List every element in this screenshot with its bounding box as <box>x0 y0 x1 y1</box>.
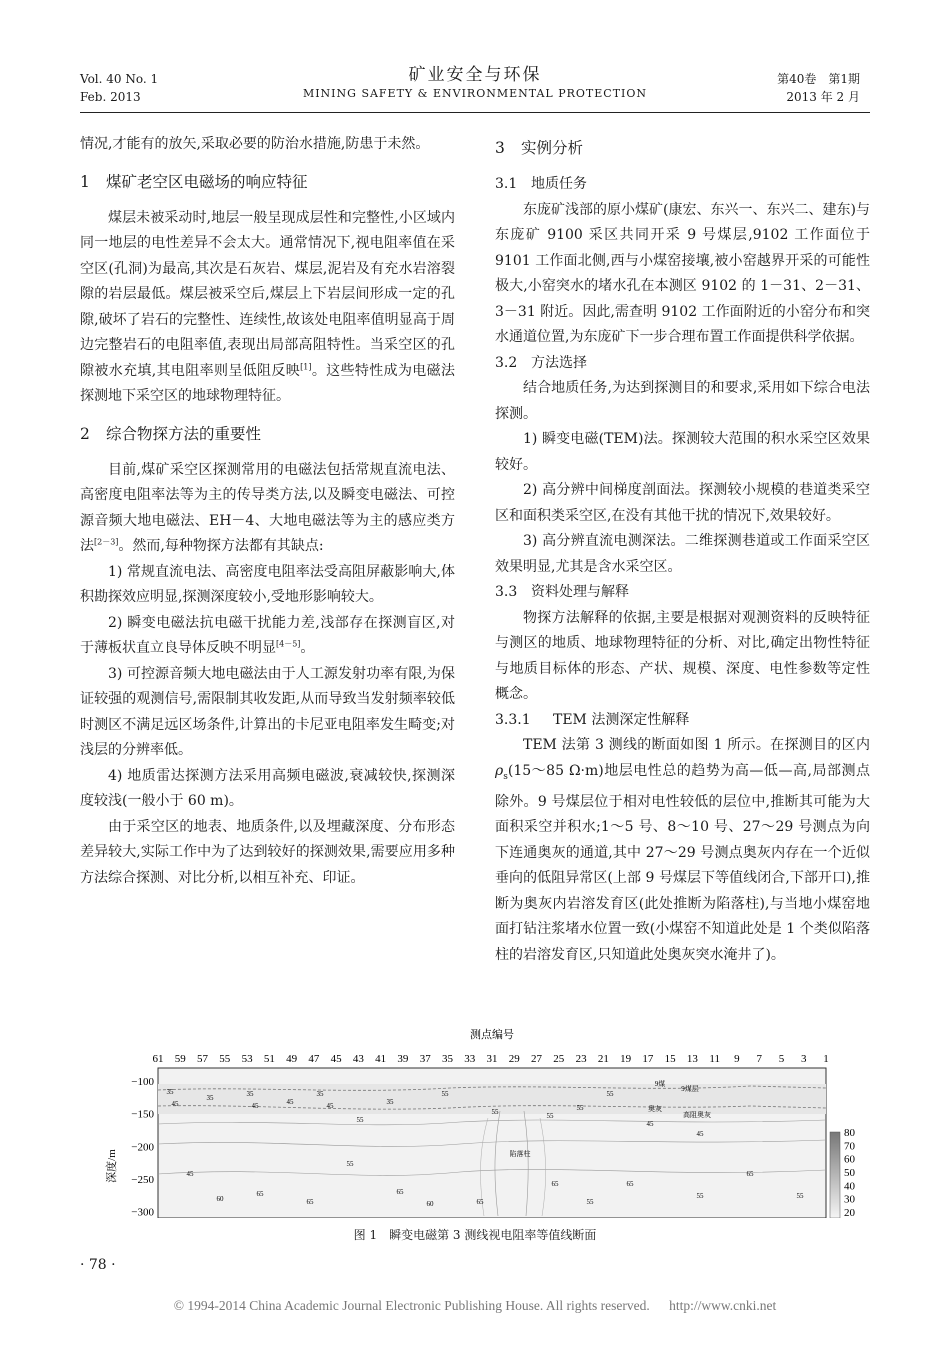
y-tick-label: −200 <box>131 1141 154 1154</box>
x-tick-label: 19 <box>620 1053 632 1065</box>
list-item <box>80 611 455 662</box>
x-tick-group <box>153 1053 829 1065</box>
journal-title-cn: 矿业安全与环保 <box>408 65 542 85</box>
x-tick-label: 1 <box>823 1053 829 1065</box>
x-tick-label: 27 <box>531 1053 543 1065</box>
section-3-heading <box>495 134 870 162</box>
x-tick-label: 37 <box>419 1053 431 1065</box>
x-tick-label: 21 <box>597 1053 609 1065</box>
list-item: 1) 常规直流电法、高密度电阻率法受高阻屏蔽影响大,体积勘探效应明显,探测深度较小,受地形影响较大。 <box>80 563 455 605</box>
x-tick-label: 61 <box>152 1053 164 1065</box>
figure-annotation: 奥灰 <box>648 1105 662 1113</box>
contour-label: 55 <box>586 1198 594 1206</box>
rho-subscript: s <box>503 771 508 782</box>
contour-label: 55 <box>346 1160 354 1168</box>
x-tick-label: 5 <box>778 1053 785 1065</box>
x-tick-label: 45 <box>330 1053 342 1065</box>
contour-label: 45 <box>646 1120 654 1128</box>
contour-label: 65 <box>551 1180 559 1188</box>
text: 。这些特性成为电磁法探测地下采空区的地球物理特征。 <box>80 362 456 404</box>
x-tick-label: 11 <box>709 1053 720 1065</box>
text: (15～85 Ω·m)地层电性总的趋势为高—低—高,局部测点除外。9 号煤层位于相对电性较低的层位中,推断其可能为大面积采空并积水;1～5 号、8～10 号、27～29 号测点为向下连通奥灰的通道,其中 27～29 号测点奥灰内存在一个近似垂向的低阻异常区(上部 9 号煤层下等值线闭合,下部开口),推断为奥灰内岩溶发育区(此处推断为陷落柱),与当地小煤窑地面打钻注浆堵水位置一致(小煤窑不知道此处是 1 个类似陷落柱的岩溶发育区,只知道此处奥灰突水淹井了)。 <box>495 762 870 963</box>
y-tick-label: −100 <box>131 1076 154 1089</box>
figure-annotation: 9煤 <box>654 1080 666 1088</box>
paragraph: 结合地质任务,为达到探测目的和要求,采用如下综合电法探测。 <box>495 380 870 422</box>
figure-annotation: 高阻奥灰 <box>683 1111 711 1119</box>
section-1-heading <box>80 168 455 196</box>
x-tick-label: 25 <box>553 1053 565 1065</box>
text: 目前,煤矿采空区探测常用的电磁法包括常规直流电法、高密度电阻率法等为主的传导类方法,以及瞬变电磁法、可控源音频大地电磁法、EH－4、大地电磁法等为主的感应类方法 <box>80 461 455 554</box>
y-tick-label: −250 <box>131 1173 154 1186</box>
footer <box>0 1298 950 1314</box>
contour-label: 65 <box>256 1190 264 1198</box>
footer-url[interactable]: http://www.cnki.net <box>669 1298 777 1313</box>
right-column <box>495 132 870 968</box>
header-rule <box>80 112 870 113</box>
contour-label: 65 <box>746 1170 754 1178</box>
citation[interactable]: [2－3] <box>94 537 119 547</box>
figure-annotation: 陷落柱 <box>509 1150 531 1158</box>
citation[interactable]: [4－5] <box>276 639 301 649</box>
x-tick-label: 57 <box>197 1053 209 1065</box>
chart-title: 测点编号 <box>470 1029 514 1041</box>
paragraph: 由于采空区的地表、地质条件,以及埋藏深度、分布形态差异较大,实际工作中为了达到较好的探测效果,需要应用多种方法综合探测、对比分析,以相互补充、印证。 <box>80 818 455 886</box>
text: 2) 瞬变电磁法抗电磁干扰能力差,浅部存在探测盲区,对于薄板状直立良导体反映不明显 <box>80 614 455 656</box>
section-2-heading <box>80 420 455 448</box>
copyright-notice: © 1994-2014 China Academic Journal Electronic Publishing House. All rights reserved. <box>173 1298 650 1313</box>
contour-label: 55 <box>576 1104 584 1112</box>
paragraph <box>80 206 455 410</box>
contour-label: 55 <box>796 1192 804 1200</box>
contour-label: 35 <box>206 1094 214 1102</box>
subsection-3-3-1-heading <box>495 708 870 734</box>
y-axis-label: 深度/m <box>106 1149 118 1183</box>
list-item: 2) 高分辨中间梯度剖面法。探测较小规模的巷道类采空区和面积类采空区,在没有其他干扰的情况下,效果较好。 <box>495 482 870 524</box>
page-number: · 78 · <box>80 1257 116 1273</box>
list-item: 4) 地质雷达探测方法采用高频电磁波,衰减较快,探测深度较浅(一般小于 60 m)。 <box>80 767 455 809</box>
section-title: 综合物探方法的重要性 <box>106 424 262 443</box>
section-number: 3 <box>495 139 505 157</box>
x-tick-label: 9 <box>734 1053 740 1065</box>
volume-cn: 第40卷 第1期 <box>777 72 860 86</box>
colorbar-tick-label: 80 <box>844 1127 855 1139</box>
contour-label: 65 <box>626 1180 634 1188</box>
contour-label: 45 <box>286 1098 294 1106</box>
subsection-3-1-heading <box>495 172 870 198</box>
section-number: 1 <box>80 172 90 191</box>
contour-label: 60 <box>216 1195 224 1203</box>
x-tick-label: 35 <box>441 1053 453 1065</box>
contour-label: 65 <box>306 1198 314 1206</box>
x-tick-label: 23 <box>575 1053 587 1065</box>
x-tick-label: 53 <box>241 1053 253 1065</box>
x-tick-label: 13 <box>686 1053 698 1065</box>
contour-label: 45 <box>696 1130 704 1138</box>
contour-label: 65 <box>476 1198 484 1206</box>
contour-label: 55 <box>606 1090 614 1098</box>
section-number: 2 <box>80 424 90 443</box>
rho-symbol: ρ <box>495 762 504 779</box>
subsection-3-3-heading <box>495 580 870 606</box>
contour-label: 35 <box>246 1090 254 1098</box>
contour-label: 35 <box>386 1098 394 1106</box>
x-tick-label: 7 <box>756 1053 762 1065</box>
section-title: 方法选择 <box>531 354 587 371</box>
contour-label: 35 <box>166 1088 174 1096</box>
x-tick-label: 41 <box>375 1053 387 1065</box>
colorbar-tick-label: 60 <box>844 1153 855 1166</box>
x-tick-label: 43 <box>352 1053 364 1065</box>
figure-annotation: 9煤层 <box>681 1085 699 1093</box>
contour-label: 55 <box>356 1116 364 1124</box>
x-tick-label: 17 <box>642 1053 654 1065</box>
paragraph: 情况,才能有的放矢,采取必要的防治水措施,防患于未然。 <box>80 136 430 152</box>
x-tick-label: 49 <box>286 1053 298 1065</box>
colorbar-tick-label: 40 <box>844 1180 855 1193</box>
paragraph <box>80 458 455 560</box>
left-column <box>80 132 455 891</box>
section-number: 3.1 <box>495 176 518 192</box>
list-item: 1) 瞬变电磁(TEM)法。探测较大范围的积水采空区效果较好。 <box>495 431 870 473</box>
x-tick-label: 39 <box>397 1053 409 1065</box>
x-tick-label: 15 <box>664 1053 676 1065</box>
x-tick-label: 55 <box>219 1053 231 1065</box>
paragraph <box>495 733 870 968</box>
section-number: 3.3 <box>495 584 518 600</box>
contour-label: 55 <box>491 1108 499 1116</box>
x-tick-label: 31 <box>486 1053 498 1065</box>
paragraph: 物探方法解释的依据,主要是根据对观测资料的反映特征与测区的地质、地球物理特征的分析、对比,确定出物性特征与地质目标体的形态、产状、规模、深度、电性参数等定性概念。 <box>495 609 870 702</box>
colorbar-tick-group <box>844 1127 856 1218</box>
y-tick-group <box>131 1076 154 1218</box>
section-title: TEM 法测深定性解释 <box>553 711 690 728</box>
figure-1-chart <box>100 1026 860 1218</box>
chart-frame-group <box>104 1068 840 1218</box>
paragraph: 东庞矿浅部的原小煤矿(康宏、东兴一、东兴二、建东)与东庞矿 9100 采区共同开采 9 号煤层,9102 工作面位于 9101 工作面北侧,西与小煤窑接壤,被小窑越界开采的可能性极大,小窑突水的堵水孔在本测区 9102 的 1－31、2－31、3－31 附近。因此,需查明 9102 工作面附近的小窑分布和突水通道位置,为东庞矿下一步合理布置工作面提供科学依据。 <box>495 201 870 345</box>
contour-label: 65 <box>396 1188 404 1196</box>
volume-en: Vol. 40 No. 1 <box>80 72 159 86</box>
text: TEM 法第 3 测线的断面如图 1 所示。在探测目的区内 <box>523 737 870 753</box>
contour-label: 45 <box>186 1170 194 1178</box>
date-cn: 2013 年 2 月 <box>786 90 860 104</box>
list-item: 3) 可控源音频大地电磁法由于人工源发射功率有限,为保证较强的观测信号,需限制其收发距,从而导致当发射频率较低时测区不满足远区场条件,计算出的卡尼亚电阻率发生畸变;对浅层的分辨率低。 <box>80 665 455 758</box>
text: 。 <box>300 640 315 656</box>
subsection-3-2-heading <box>495 351 870 377</box>
text: 煤层未被采动时,地层一般呈现成层性和完整性,小区域内同一地层的电性差异不会太大。通常情况下,视电阻率值在采空区(孔洞)为最高,其次是石灰岩、煤层,泥岩及有充水岩溶裂隙的岩层最低。煤层被采空后,煤层上下岩层间形成一定的孔隙,破坏了岩石的完整性、连续性,故该处电阻率值明显高于周边完整岩石的电阻率值,表现出局部高阻特性。当采空区的孔隙被水充填,其电阻率则呈低阻反映 <box>80 209 455 379</box>
x-tick-label: 51 <box>263 1053 275 1065</box>
contour-label: 35 <box>316 1090 324 1098</box>
x-tick-label: 47 <box>308 1053 320 1065</box>
section-title: 煤矿老空区电磁场的响应特征 <box>106 172 308 191</box>
header-right <box>777 70 860 106</box>
colorbar-tick-label: 20 <box>844 1207 855 1218</box>
section-title: 地质任务 <box>531 176 587 192</box>
colorbar-tick-label: 50 <box>844 1167 855 1179</box>
contour-label: 45 <box>171 1100 179 1108</box>
x-tick-label: 29 <box>508 1053 520 1065</box>
contour-label: 55 <box>546 1112 554 1120</box>
contour-label: 45 <box>326 1102 334 1110</box>
journal-title-en: MINING SAFETY & ENVIRONMENTAL PROTECTION <box>302 87 648 100</box>
section-title: 实例分析 <box>521 139 584 157</box>
text: 。然而,每种物探方法都有其缺点: <box>118 538 324 554</box>
colorbar-tick-label: 30 <box>844 1193 855 1206</box>
x-tick-label: 59 <box>174 1053 186 1065</box>
contour-label: 55 <box>441 1090 449 1098</box>
contour-label: 60 <box>426 1200 434 1208</box>
y-tick-label: −150 <box>131 1108 154 1121</box>
list-item: 3) 高分辨直流电测深法。二维探测巷道或工作面采空区效果明显,尤其是含水采空区。 <box>495 533 870 575</box>
x-tick-label: 3 <box>800 1053 807 1065</box>
contour-label: 45 <box>251 1102 259 1110</box>
citation[interactable]: [1] <box>300 361 312 371</box>
x-tick-label: 33 <box>464 1053 476 1065</box>
colorbar-tick-label: 70 <box>844 1140 855 1153</box>
contour-label: 55 <box>696 1192 704 1200</box>
section-number: 3.2 <box>495 354 518 371</box>
colorbar <box>830 1132 840 1218</box>
y-tick-label: −300 <box>131 1206 154 1218</box>
section-number: 3.3.1 <box>495 711 531 728</box>
section-title: 资料处理与解释 <box>531 584 629 600</box>
figure-caption: 图 1 瞬变电磁第 3 测线视电阻率等值线断面 <box>353 1228 597 1242</box>
date-en: Feb. 2013 <box>80 90 141 104</box>
